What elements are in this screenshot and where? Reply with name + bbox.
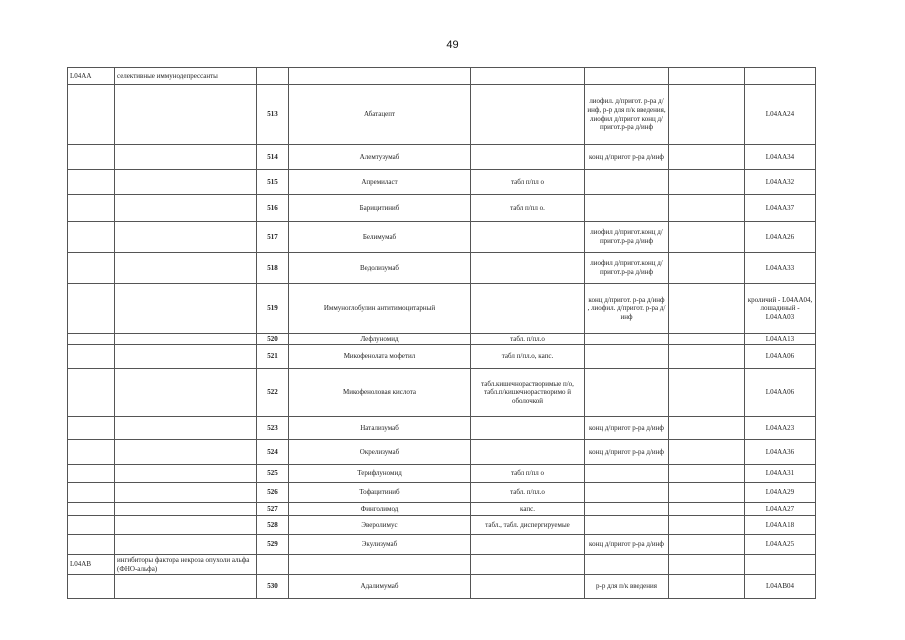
cell-atc: L04AA33	[745, 253, 816, 284]
cell-cls	[115, 369, 257, 417]
cell-form2	[585, 334, 669, 345]
cell-atc	[745, 68, 816, 85]
cell-form2	[585, 68, 669, 85]
cell-cls	[115, 284, 257, 334]
cell-name: Алемтузумаб	[289, 145, 471, 170]
cell-cls: ингибиторы фактора некроза опухоли альфа (ФНО-альфа)	[115, 555, 257, 575]
cell-code: L04AB	[68, 555, 115, 575]
cell-form	[471, 253, 585, 284]
cell-num: 528	[257, 516, 289, 535]
cell-form: табл. п/пл.о	[471, 483, 585, 503]
cell-name: Ведолизумаб	[289, 253, 471, 284]
table-row	[68, 222, 816, 253]
cell-form2: лиофил д/пригот.конц д/пригот.р-ра д/инф	[585, 253, 669, 284]
cell-num: 529	[257, 535, 289, 555]
table-row	[68, 170, 816, 195]
table-row	[68, 465, 816, 483]
cell-cls	[115, 334, 257, 345]
cell-atc: L04AA27	[745, 503, 816, 516]
cell-num: 527	[257, 503, 289, 516]
cell-form2	[585, 555, 669, 575]
cell-atc: L04AA06	[745, 369, 816, 417]
cell-cls	[115, 345, 257, 369]
cell-form2	[585, 345, 669, 369]
table-row	[68, 503, 816, 516]
cell-form: табл п/пл.о, капс.	[471, 345, 585, 369]
cell-code	[68, 222, 115, 253]
cell-form2	[585, 516, 669, 535]
cell-code	[68, 85, 115, 145]
cell-atc: L04AB04	[745, 575, 816, 599]
cell-cls	[115, 575, 257, 599]
cell-form: табл.кишечнорастворимые п/о, табл.п/кишечнорастворимо й оболочкой	[471, 369, 585, 417]
table-row	[68, 575, 816, 599]
cell-cls	[115, 417, 257, 440]
cell-atc: L04AA25	[745, 535, 816, 555]
cell-num: 515	[257, 170, 289, 195]
cell-form: табл п/пл о	[471, 170, 585, 195]
cell-atc: L04AA13	[745, 334, 816, 345]
cell-code	[68, 253, 115, 284]
cell-num	[257, 555, 289, 575]
cell-atc: L04AA31	[745, 465, 816, 483]
cell-atc: L04AA36	[745, 440, 816, 465]
cell-cls	[115, 440, 257, 465]
table-row	[68, 516, 816, 535]
cell-form2: конц д/пригот р-ра д/инф	[585, 417, 669, 440]
cell-empty	[669, 555, 745, 575]
cell-form2: конц д/пригот р-ра д/инф	[585, 145, 669, 170]
cell-num: 513	[257, 85, 289, 145]
cell-name: Микофенолата мофетил	[289, 345, 471, 369]
cell-form2	[585, 170, 669, 195]
cell-cls	[115, 465, 257, 483]
cell-form2: конц д/пригот р-ра д/инф	[585, 535, 669, 555]
cell-empty	[669, 345, 745, 369]
cell-name: Микофеноловая кислота	[289, 369, 471, 417]
cell-form: капс.	[471, 503, 585, 516]
cell-name: Натализумаб	[289, 417, 471, 440]
cell-cls	[115, 170, 257, 195]
cell-cls	[115, 483, 257, 503]
cell-empty	[669, 369, 745, 417]
cell-empty	[669, 465, 745, 483]
table-row	[68, 440, 816, 465]
cell-name	[289, 555, 471, 575]
table-row	[68, 535, 816, 555]
cell-atc: кроличий - L04AA04, лошадиный - L04AA03	[745, 284, 816, 334]
cell-empty	[669, 145, 745, 170]
cell-form2	[585, 465, 669, 483]
cell-atc: L04AA26	[745, 222, 816, 253]
table-row	[68, 195, 816, 222]
cell-code: L04AA	[68, 68, 115, 85]
cell-name: Экулизумаб	[289, 535, 471, 555]
cell-cls	[115, 145, 257, 170]
cell-form2: лиофил. д/пригот. р-ра д/инф, р-р для п/к введения, лиофил д/пригот конц д/пригот.р-ра д/инф	[585, 85, 669, 145]
cell-cls: селективные иммунодепрессанты	[115, 68, 257, 85]
cell-code	[68, 195, 115, 222]
cell-atc: L04AA06	[745, 345, 816, 369]
cell-code	[68, 516, 115, 535]
table-row	[68, 417, 816, 440]
cell-form	[471, 284, 585, 334]
cell-form	[471, 85, 585, 145]
cell-form2	[585, 195, 669, 222]
cell-code	[68, 284, 115, 334]
cell-name	[289, 68, 471, 85]
table-row	[68, 145, 816, 170]
cell-atc: L04AA24	[745, 85, 816, 145]
cell-num: 514	[257, 145, 289, 170]
cell-num: 517	[257, 222, 289, 253]
cell-form2	[585, 483, 669, 503]
cell-name: Лефлуномид	[289, 334, 471, 345]
cell-empty	[669, 516, 745, 535]
cell-cls	[115, 195, 257, 222]
cell-code	[68, 483, 115, 503]
cell-num: 523	[257, 417, 289, 440]
cell-num: 522	[257, 369, 289, 417]
cell-form	[471, 68, 585, 85]
cell-atc: L04AA23	[745, 417, 816, 440]
cell-empty	[669, 575, 745, 599]
page-number: 49	[446, 39, 459, 51]
cell-form: табл п/пл о.	[471, 195, 585, 222]
cell-num: 519	[257, 284, 289, 334]
table-row	[68, 345, 816, 369]
cell-code	[68, 465, 115, 483]
cell-name: Адалимумаб	[289, 575, 471, 599]
cell-cls	[115, 253, 257, 284]
cell-cls	[115, 85, 257, 145]
cell-code	[68, 345, 115, 369]
cell-empty	[669, 284, 745, 334]
cell-empty	[669, 334, 745, 345]
cell-empty	[669, 222, 745, 253]
cell-num: 524	[257, 440, 289, 465]
cell-empty	[669, 195, 745, 222]
cell-atc: L04AA34	[745, 145, 816, 170]
cell-code	[68, 170, 115, 195]
cell-atc	[745, 555, 816, 575]
cell-cls	[115, 222, 257, 253]
cell-form: табл., табл. диспергируемые	[471, 516, 585, 535]
table-row	[68, 85, 816, 145]
cell-atc: L04AA18	[745, 516, 816, 535]
cell-form	[471, 417, 585, 440]
cell-empty	[669, 170, 745, 195]
cell-name: Тофацитиниб	[289, 483, 471, 503]
cell-num: 530	[257, 575, 289, 599]
cell-name: Терифлуномид	[289, 465, 471, 483]
table-row	[68, 483, 816, 503]
cell-empty	[669, 417, 745, 440]
cell-code	[68, 145, 115, 170]
table-row	[68, 369, 816, 417]
cell-form2: конц д/пригот р-ра д/инф	[585, 440, 669, 465]
cell-name: Финголимод	[289, 503, 471, 516]
cell-empty	[669, 68, 745, 85]
cell-code	[68, 503, 115, 516]
cell-empty	[669, 483, 745, 503]
cell-form2	[585, 503, 669, 516]
cell-code	[68, 417, 115, 440]
cell-name: Абатацепт	[289, 85, 471, 145]
cell-num: 518	[257, 253, 289, 284]
cell-empty	[669, 503, 745, 516]
cell-form2: р-р для п/к введения	[585, 575, 669, 599]
cell-num	[257, 68, 289, 85]
cell-cls	[115, 516, 257, 535]
table-row	[68, 334, 816, 345]
cell-code	[68, 575, 115, 599]
cell-form: табл п/пл о	[471, 465, 585, 483]
table-row	[68, 284, 816, 334]
cell-name: Иммуноглобулин антитимоцитарный	[289, 284, 471, 334]
cell-form	[471, 555, 585, 575]
cell-empty	[669, 253, 745, 284]
cell-empty	[669, 440, 745, 465]
cell-form: табл. п/пл.о	[471, 334, 585, 345]
cell-code	[68, 334, 115, 345]
cell-form	[471, 145, 585, 170]
table-row	[68, 555, 816, 575]
cell-name: Апремиласт	[289, 170, 471, 195]
table-row	[68, 68, 816, 85]
cell-name: Окрелизумаб	[289, 440, 471, 465]
cell-num: 526	[257, 483, 289, 503]
cell-cls	[115, 503, 257, 516]
cell-num: 520	[257, 334, 289, 345]
cell-num: 516	[257, 195, 289, 222]
cell-empty	[669, 535, 745, 555]
cell-form	[471, 222, 585, 253]
cell-form	[471, 575, 585, 599]
cell-atc: L04AA37	[745, 195, 816, 222]
cell-name: Белимумаб	[289, 222, 471, 253]
cell-code	[68, 440, 115, 465]
cell-code	[68, 369, 115, 417]
table-row	[68, 253, 816, 284]
cell-code	[68, 535, 115, 555]
cell-form	[471, 440, 585, 465]
cell-form2: конц д/пригот. р-ра д/инф , лиофил. д/пригот. р-ра д/инф	[585, 284, 669, 334]
cell-form	[471, 535, 585, 555]
cell-atc: L04AA29	[745, 483, 816, 503]
cell-name: Барицитиниб	[289, 195, 471, 222]
cell-num: 525	[257, 465, 289, 483]
cell-atc: L04AA32	[745, 170, 816, 195]
cell-form2	[585, 369, 669, 417]
cell-num: 521	[257, 345, 289, 369]
cell-form2: лиофил д/пригот.конц д/пригот.р-ра д/инф	[585, 222, 669, 253]
drug-list-table	[67, 67, 816, 599]
cell-name: Эверолимус	[289, 516, 471, 535]
cell-cls	[115, 535, 257, 555]
cell-empty	[669, 85, 745, 145]
